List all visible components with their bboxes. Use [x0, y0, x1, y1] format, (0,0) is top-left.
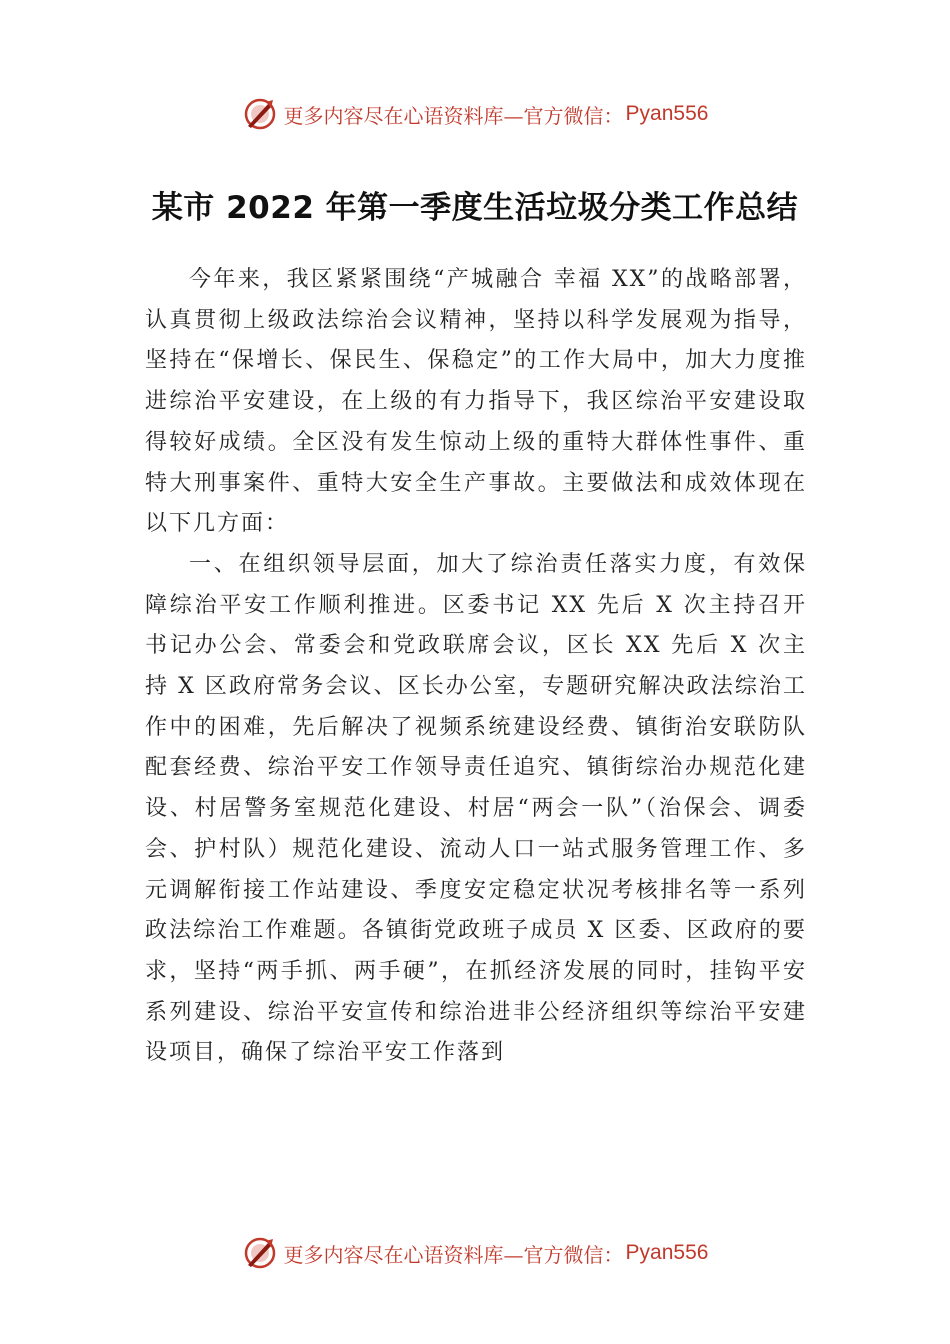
header-watermark-banner: [0, 94, 950, 134]
quill-seal-icon: [242, 96, 278, 132]
banner-wechat-id: Pyan556: [625, 102, 709, 125]
quill-seal-icon: [242, 1235, 278, 1271]
footer-watermark-banner: [0, 1233, 950, 1273]
paragraph: 今年来，我区紧紧围绕“产城融合 幸福 XX”的战略部署，认真贯彻上级政法综治会议精神，坚持以科学发展观为指导，坚持在“保增长、保民生、保稳定”的工作大局中，加大力度推进综治平安建设，在上级的有力指导下，我区综治平安建设取得较好成绩。全区没有发生惊动上级的重特大群体性事件、重特大刑事案件、重特大安全生产事故。主要做法和成效体现在以下几方面：: [145, 267, 807, 537]
document-title: 某市 2022 年第一季度生活垃圾分类工作总结: [151, 190, 799, 226]
document-body: [145, 260, 807, 1074]
banner-wechat-id: Pyan556: [625, 1241, 709, 1264]
banner-text: 更多内容尽在心语资料库—官方微信：: [283, 1242, 624, 1267]
paragraph: 一、在组织领导层面，加大了综治责任落实力度，有效保障综治平安工作顺利推进。区委书记 XX 先后 X 次主持召开书记办公会、常委会和党政联席会议，区长 XX 先后 X 次主持 X 区政府常务会议、区长办公室，专题研究解决政法综治工作中的困难，先后解决了视频系统建设经费、镇街治安联防队配套经费、综治平安工作领导责任追究、镇街综治办规范化建设、村居警务室规范化建设、村居“两会一队”（治保会、调委会、护村队）规范化建设、流动人口一站式服务管理工作、多元调解衔接工作站建设、季度安定稳定状况考核排名等一系列政法综治工作难题。各镇街党政班子成员 X 区委、区政府的要求，坚持“两手抓、两手硬”，在抓经济发展的同时，挂钩平安系列建设、综治平安宣传和综治进非公经济组织等综治平安建设项目，确保了综治平安工作落到: [145, 551, 807, 1066]
banner-text: 更多内容尽在心语资料库—官方微信：: [283, 103, 624, 128]
